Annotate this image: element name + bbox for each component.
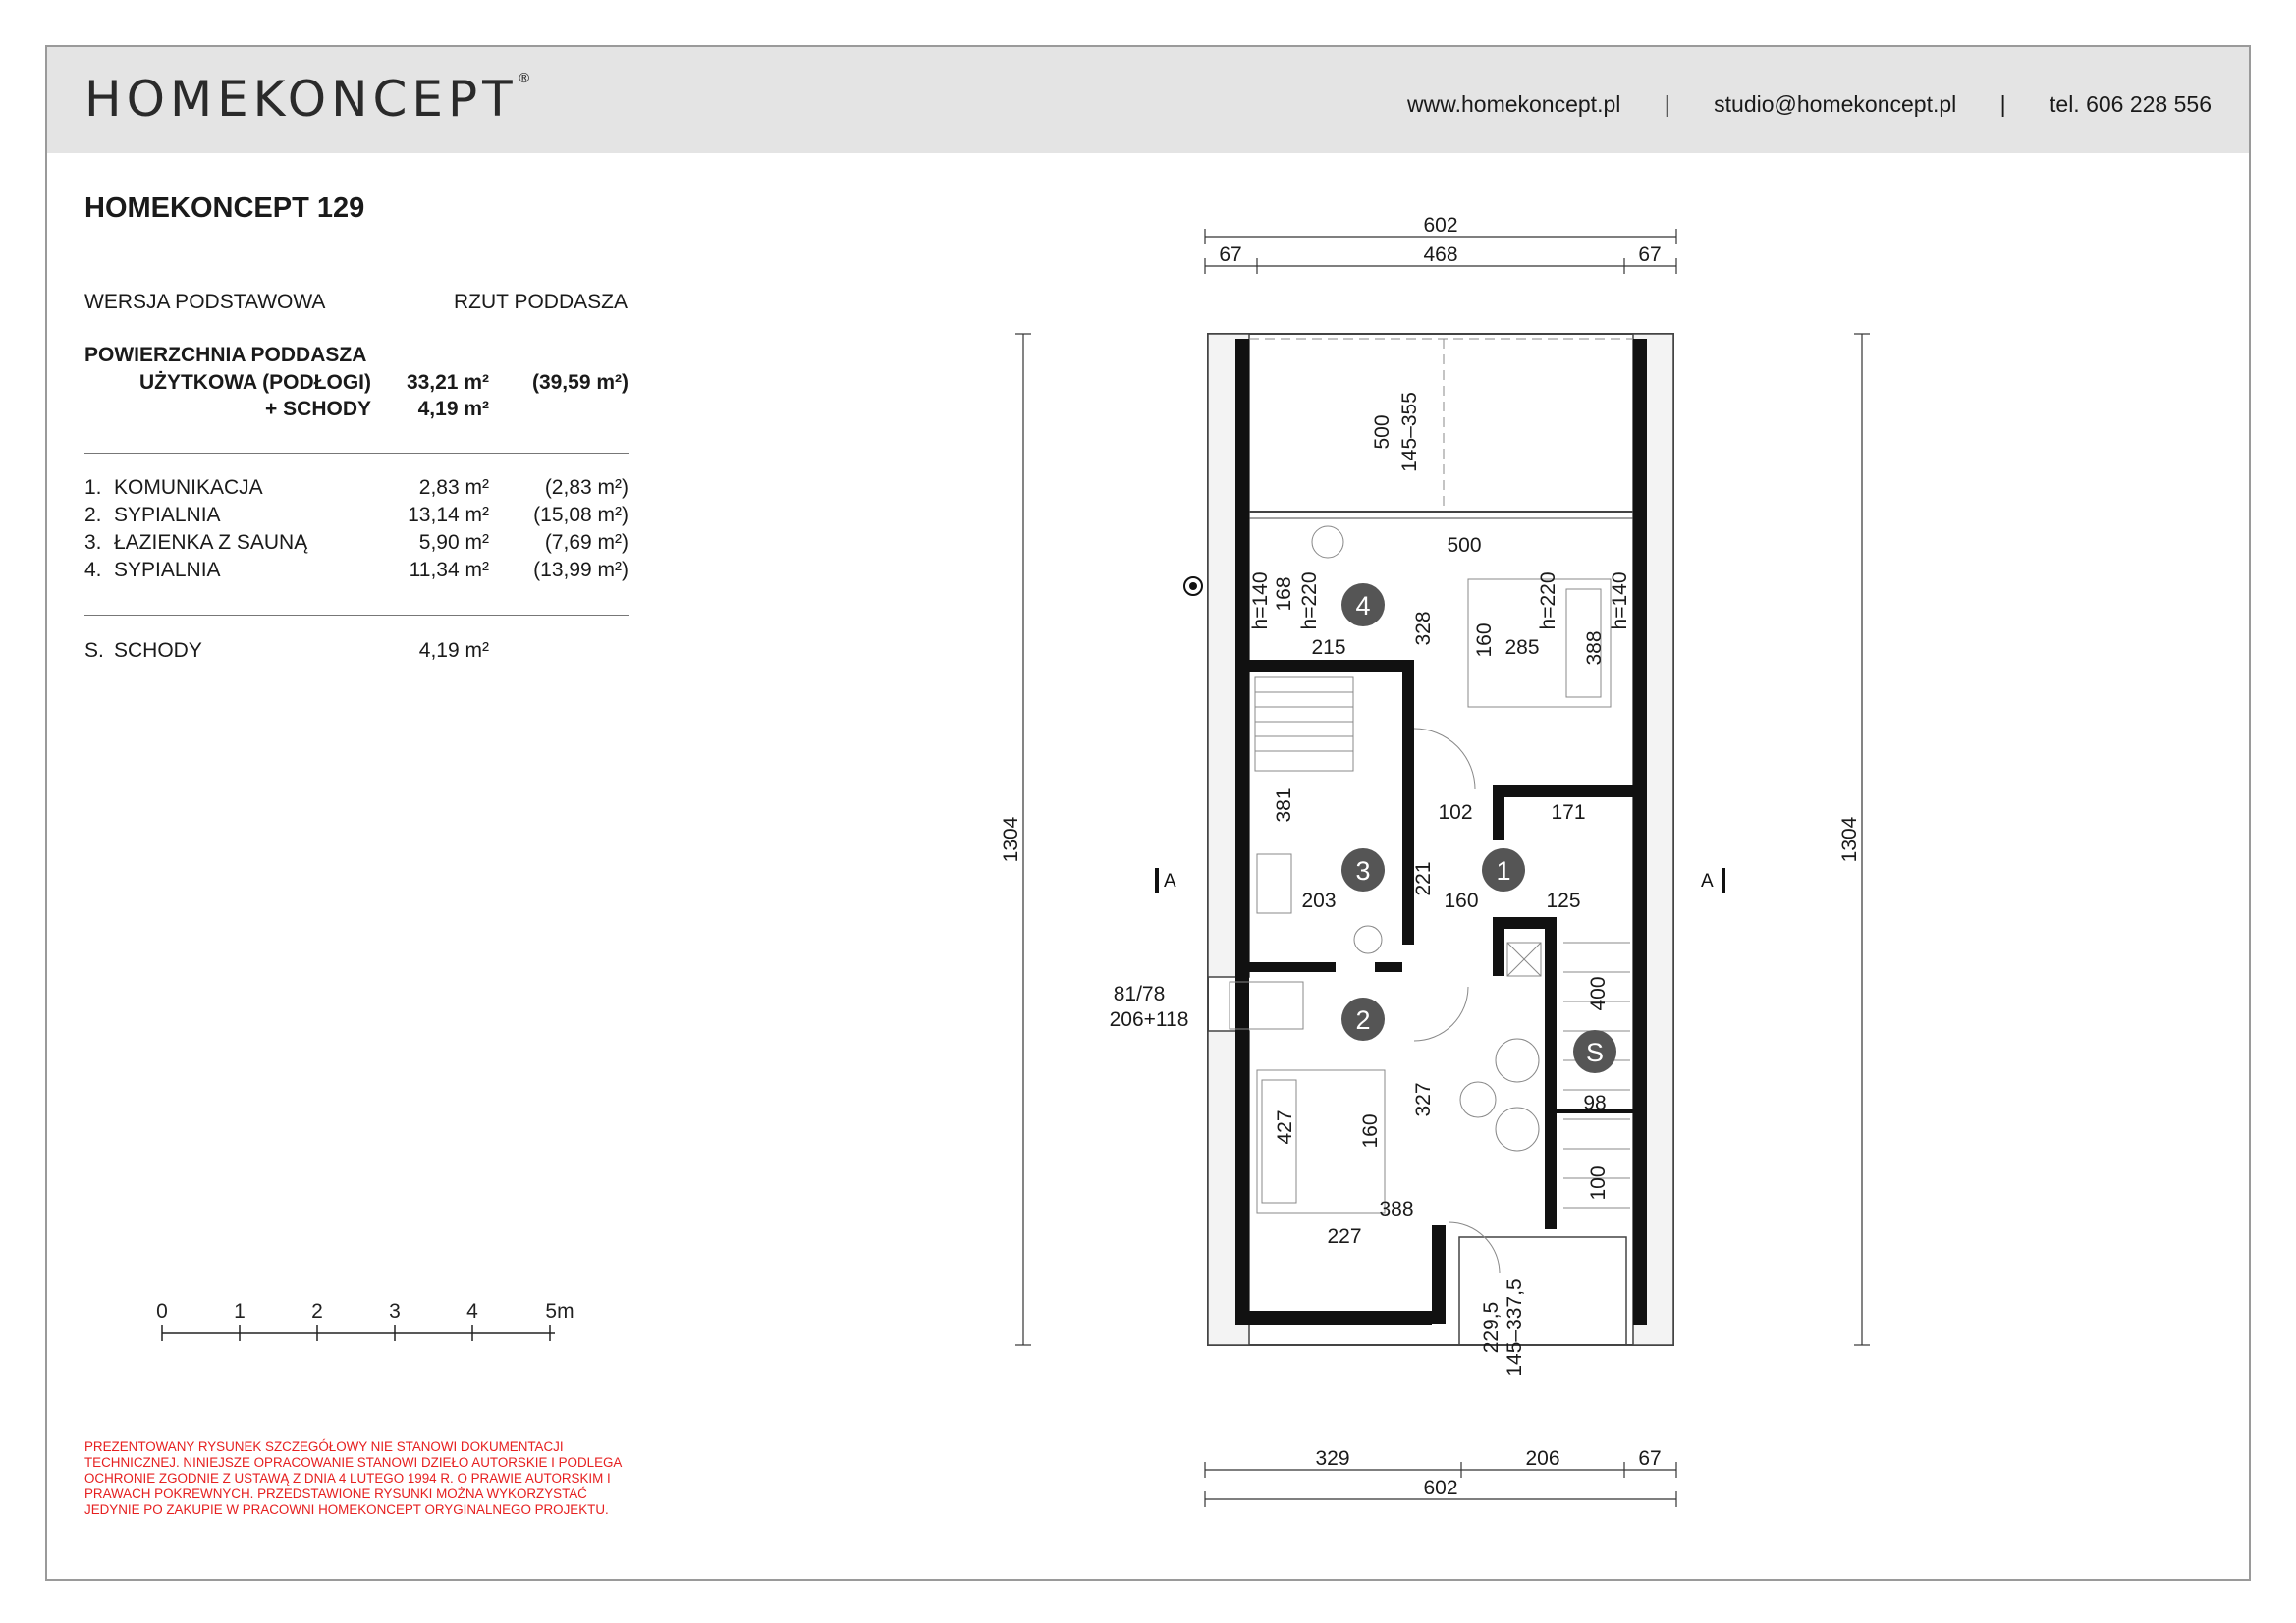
dim-label: h=220 xyxy=(1298,571,1321,630)
dim-label: 102 xyxy=(1438,801,1473,824)
room-area: 11,34 m² xyxy=(409,559,489,581)
room-name: KOMUNIKACJA xyxy=(114,476,263,499)
dim-label: 67 xyxy=(1219,243,1242,266)
dim-label: 171 xyxy=(1551,801,1586,824)
area-value-2: 33,21 m² xyxy=(406,371,489,394)
area-label-1: POWIERZCHNIA PODDASZA xyxy=(84,344,367,366)
dimension-labels xyxy=(1000,214,1861,1499)
dim-label: 468 xyxy=(1423,243,1458,266)
dim-label: 145–355 xyxy=(1398,392,1421,472)
view-label: RZUT PODDASZA xyxy=(454,291,628,313)
section-mark-right: A xyxy=(1701,871,1714,892)
scale-tick: 2 xyxy=(311,1300,323,1323)
dim-label: h=140 xyxy=(1249,571,1272,630)
dim-label: 229,5 xyxy=(1480,1301,1503,1354)
room-name: SYPIALNIA xyxy=(114,559,221,581)
room-floor: (7,69 m²) xyxy=(544,531,629,554)
room-name: SYPIALNIA xyxy=(114,504,221,526)
stairs-area: 4,19 m² xyxy=(418,639,489,662)
area-label-2: UŻYTKOWA (PODŁOGI) xyxy=(138,371,371,394)
scale-tick: 0 xyxy=(156,1300,168,1323)
brand-logo: HOMEKONCEPT® xyxy=(84,71,531,128)
dim-label: 500 xyxy=(1447,534,1482,557)
dim-label: 602 xyxy=(1423,214,1458,237)
dim-label: 500 xyxy=(1371,414,1394,450)
dim-label: 381 xyxy=(1273,787,1295,823)
dim-label: 221 xyxy=(1412,861,1435,896)
dim-label: 67 xyxy=(1638,1447,1662,1470)
room-badge-label: 3 xyxy=(1355,856,1371,886)
dim-label: 400 xyxy=(1587,976,1610,1011)
scale-tick: 3 xyxy=(389,1300,401,1323)
dim-label: 145–337,5 xyxy=(1503,1278,1526,1377)
dim-label: 125 xyxy=(1546,890,1581,912)
room-num: 1. xyxy=(84,476,102,499)
dim-label: 206+118 xyxy=(1109,1008,1189,1031)
dim-label: 327 xyxy=(1412,1082,1435,1117)
dim-label: 285 xyxy=(1504,636,1540,659)
separator: | xyxy=(1664,91,1670,117)
stairs-name: SCHODY xyxy=(114,639,202,662)
room-num: 2. xyxy=(84,504,102,526)
dim-label: 206 xyxy=(1525,1447,1560,1470)
dim-label: 98 xyxy=(1583,1092,1607,1114)
dim-label: 168 xyxy=(1273,576,1295,612)
separator: | xyxy=(1999,91,2006,117)
room-name: ŁAZIENKA Z SAUNĄ xyxy=(114,531,308,554)
dim-label: 602 xyxy=(1423,1477,1458,1499)
section-mark-left: A xyxy=(1164,871,1176,892)
phone-text: tel. 606 228 556 xyxy=(2050,91,2212,117)
email-link[interactable]: studio@homekoncept.pl xyxy=(1714,91,1957,117)
room-floor: (15,08 m²) xyxy=(533,504,629,526)
area-value-3: 4,19 m² xyxy=(417,398,489,420)
scale-tick: 5m xyxy=(545,1300,574,1323)
room-area: 2,83 m² xyxy=(418,476,489,499)
dim-label: 388 xyxy=(1583,630,1606,666)
dim-label: 1304 xyxy=(1838,816,1861,863)
copyright-notice: PREZENTOWANY RYSUNEK SZCZEGÓŁOWY NIE STANOWI DOKUMENTACJI TECHNICZNEJ. NINIEJSZE OPRACOWANIE STANOWI DZIEŁO AUTORSKIE I PODLEGA OCHRONIE ZGODNIE Z USTAWĄ Z DNIA 4 LUTEGO 1994 R. O PRAWIE AUTORSKIM I PRAWACH POKREWNYCH. PRZEDSTAWIONE RYSUNKI MOŻNA WYKORZYSTAĆ JEDYNIE PO ZAKUPIE W PRACOWNI HOMEKONCEPT ORYGINALNEGO PROJEKTU. xyxy=(84,1439,622,1517)
dim-label: 67 xyxy=(1638,243,1662,266)
scale-tick: 1 xyxy=(234,1300,246,1323)
room-floor: (13,99 m²) xyxy=(533,559,629,581)
room-badge-label: 4 xyxy=(1355,591,1371,621)
area-label-3: + SCHODY xyxy=(265,398,371,420)
room-badge-label: S xyxy=(1585,1038,1605,1067)
dim-label: h=140 xyxy=(1609,571,1631,630)
website-link[interactable]: www.homekoncept.pl xyxy=(1407,91,1621,117)
room-area: 5,90 m² xyxy=(418,531,489,554)
room-badge-label: 2 xyxy=(1355,1005,1371,1035)
room-num: 4. xyxy=(84,559,102,581)
dim-label: 100 xyxy=(1587,1165,1610,1201)
room-num: 3. xyxy=(84,531,102,554)
dim-label: 1304 xyxy=(1000,816,1022,863)
scale-tick: 4 xyxy=(466,1300,478,1323)
area-floor-2: (39,59 m²) xyxy=(531,371,629,394)
room-area: 13,14 m² xyxy=(408,504,489,526)
dim-label: 388 xyxy=(1379,1198,1414,1220)
dim-label: 329 xyxy=(1315,1447,1350,1470)
dim-label: 328 xyxy=(1412,611,1435,646)
version-label: WERSJA PODSTAWOWA xyxy=(84,291,326,313)
dim-label: 160 xyxy=(1359,1113,1382,1149)
dim-label: 227 xyxy=(1327,1225,1362,1248)
dim-label: 203 xyxy=(1301,890,1337,912)
dim-label: 160 xyxy=(1473,622,1496,658)
project-title: HOMEKONCEPT 129 xyxy=(84,192,365,224)
dim-label: 427 xyxy=(1274,1109,1296,1145)
dim-label: 215 xyxy=(1311,636,1346,659)
room-badge-label: 1 xyxy=(1496,856,1511,886)
dim-label: 81/78 xyxy=(1113,983,1166,1005)
dim-label: h=220 xyxy=(1537,571,1559,630)
dim-label: 160 xyxy=(1444,890,1479,912)
stairs-num: S. xyxy=(84,639,104,662)
room-floor: (2,83 m²) xyxy=(544,476,629,499)
